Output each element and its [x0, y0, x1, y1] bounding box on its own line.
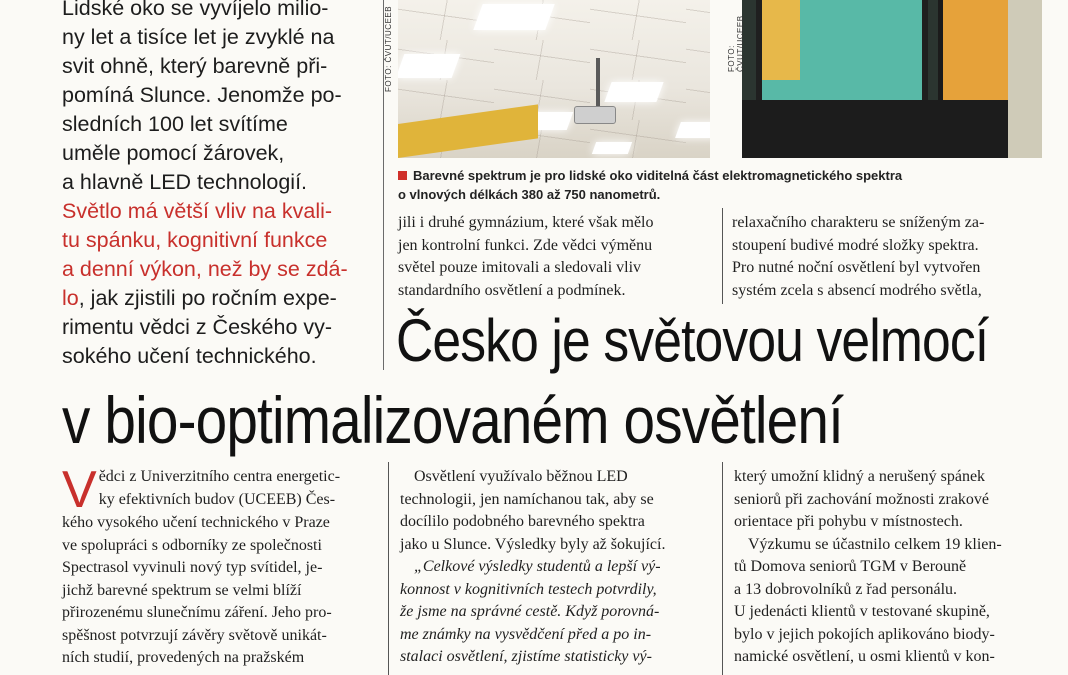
- text-line: ky efektivních budov (UCEEB) Čes-: [98, 490, 336, 508]
- text-line: U jedenácti klientů v testované skupině,: [734, 603, 990, 620]
- ceiling-light: [398, 54, 460, 78]
- lead-highlight-line: Světlo má větší vliv na kvali-: [62, 199, 333, 223]
- article-column-upper-b: [732, 212, 1048, 302]
- quote-line: že jsme na správné cestě. Když porovná-: [400, 603, 660, 620]
- column-divider: [722, 462, 723, 675]
- text-line: technologii, jen namíchanou tak, aby se: [400, 490, 654, 508]
- text-line: Pro nutné noční osvětlení byl vytvořen: [732, 259, 981, 276]
- caption-text: Barevné spektrum je pro lidské oko viditelná část elektromagnetického spektra: [413, 168, 903, 183]
- lead-highlight-line: a denní výkon, než by se zdá-: [62, 257, 348, 281]
- column-divider: [722, 208, 723, 304]
- text-line: standardního osvětlení a podmínek.: [398, 281, 626, 299]
- ceiling-light: [675, 122, 710, 138]
- article-column-1: [62, 461, 380, 670]
- quote-line: stalaci osvětlení, zjistíme statisticky vý-: [400, 648, 652, 665]
- text-line: systém zcela s absencí modrého světla,: [732, 281, 982, 299]
- projector-pole: [596, 58, 600, 108]
- text-line: relaxačního charakteru se sníženým za-: [732, 214, 985, 231]
- text-line: Výzkumu se účastnilo celkem 19 klien-: [748, 535, 1002, 553]
- text-line: světel pouze imitovali a sledovali vliv: [398, 259, 642, 276]
- article-column-upper-a: [398, 212, 714, 302]
- article-column-3: [734, 466, 1052, 669]
- headline-line-1: Česko je světovou velmocí: [396, 307, 989, 374]
- lead-line: Lidské oko se vyvíjelo milio-: [62, 0, 329, 20]
- text-line: spěšnost potvrzují závěry světově unikát-: [62, 626, 327, 644]
- text-line: ve spolupráci s odborníky ze společnosti: [62, 536, 322, 554]
- text-line: Osvětlení využívalo běžnou LED: [414, 468, 628, 485]
- lead-line: svit ohně, který barevně při-: [62, 54, 328, 78]
- quote-line: me známky na vysvědčení před a po in-: [400, 625, 652, 643]
- photo-senior-room: [742, 0, 1042, 158]
- quote-line: konnost v kognitivních testech potvrdily,: [400, 580, 657, 598]
- text-line: jichž barevné spektrum se velmi blíží: [62, 581, 302, 599]
- lead-line: pomíná Slunce. Jenomže po-: [62, 83, 342, 107]
- ceiling-light: [473, 4, 554, 30]
- photo-caption: [398, 166, 1038, 204]
- room-floor: [742, 100, 1042, 158]
- text-line: kého vysokého učení technického v Praze: [62, 514, 330, 531]
- ceiling-light: [592, 142, 632, 154]
- text-line: ních studií, provedených na pražském: [62, 649, 305, 666]
- text-line: který umožní klidný a nerušený spánek: [734, 468, 986, 485]
- lead-highlight-line: tu spánku, kognitivní funkce: [62, 228, 328, 252]
- text-line: jako u Slunce. Výsledky byly až šokující.: [400, 535, 666, 553]
- caption-text-2: o vlnových délkách 380 až 750 nanometrů.: [398, 187, 661, 202]
- text-line: jili i druhé gymnázium, které však mělo: [398, 214, 654, 231]
- text-line: namické osvětlení, u osmi klientů v kon-: [734, 648, 995, 665]
- lead-fragment: , jak zjistili po ročním expe-: [78, 286, 337, 310]
- ceiling-light: [604, 82, 663, 102]
- lead-line: rimentu vědci z Českého vy-: [62, 315, 333, 339]
- lead-line: ny let a tisíce let je zvyklé na: [62, 25, 335, 49]
- text-line: bylo v jejich pokojích aplikováno biody-: [734, 625, 995, 643]
- text-line: seniorů při zachování možnosti zrakové: [734, 490, 990, 508]
- text-line: tů Domova seniorů TGM v Berouně: [734, 558, 967, 575]
- room-curtain: [762, 0, 800, 80]
- photo-credit: FOTO: ČVUT/UCEEB: [384, 5, 393, 92]
- text-line: docílilo podobného barevného spektra: [400, 513, 645, 530]
- text-line: a 13 dobrovolníků z řad personálu.: [734, 580, 958, 598]
- text-line: ědci z Univerzitního centra energetic-: [98, 468, 341, 485]
- caption-marker-icon: [398, 171, 407, 180]
- lead-highlight-fragment: lo: [62, 286, 79, 310]
- projector-icon: [574, 106, 616, 124]
- lead-line: a hlavně LED technologií.: [62, 170, 308, 194]
- text-line: Spectrasol vyvinuli nový typ svítidel, je-: [62, 559, 323, 576]
- photo-classroom-ceiling: [398, 0, 710, 158]
- drop-cap: V: [62, 461, 97, 519]
- text-line: jen kontrolní funkci. Zde vědci výměnu: [398, 236, 653, 254]
- article-column-2: [400, 466, 718, 669]
- lead-mixed-line: [62, 284, 372, 313]
- headline-line-2: v bio-optimalizovaném osvětlení: [62, 383, 843, 457]
- text-line: stoupení budivé modré složky spektra.: [732, 236, 979, 254]
- photo-credit: FOTO: ČVUT/UCEEB: [727, 15, 745, 72]
- room-side-panel: [1008, 0, 1042, 158]
- lead-paragraph: [62, 0, 372, 371]
- lead-line: sledních 100 let svítíme: [62, 112, 288, 136]
- room-window: [938, 0, 1013, 110]
- lead-line: uměle pomocí žárovek,: [62, 141, 285, 165]
- column-divider: [388, 462, 389, 675]
- lead-line: sokého učení technického.: [62, 344, 317, 368]
- text-line: orientace při pohybu v místnostech.: [734, 513, 963, 530]
- quote-line: „Celkové výsledky studentů a lepší vý-: [414, 558, 661, 575]
- text-line: přirozenému slunečnímu záření. Jeho pro-: [62, 604, 332, 621]
